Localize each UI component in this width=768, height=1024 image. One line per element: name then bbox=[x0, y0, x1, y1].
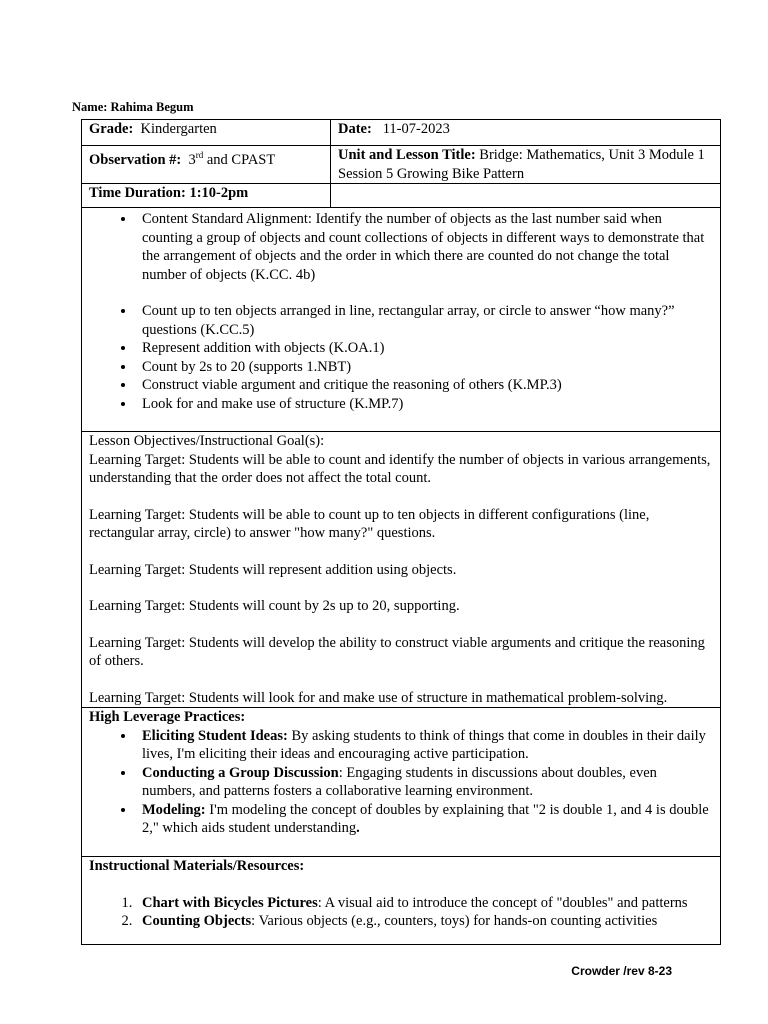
material-text: : Various objects (e.g., counters, toys) for hands-on counting activities bbox=[251, 913, 658, 929]
standards-list bbox=[89, 210, 713, 413]
learning-target: Learning Target: Students will develop the ability to construct viable arguments and critique the reasoning of others. bbox=[89, 634, 705, 669]
standard-item: • Count up to ten objects arranged in line, rectangular array, or circle to answer “how many?” questions (K.CC.5) bbox=[136, 302, 713, 339]
standards-cell bbox=[82, 208, 721, 432]
materials-row bbox=[82, 857, 721, 945]
time-row bbox=[82, 184, 721, 208]
paragraph-gap bbox=[89, 488, 713, 506]
material-term: Counting Objects bbox=[142, 913, 252, 929]
paragraph-gap bbox=[89, 876, 713, 894]
standards-row bbox=[82, 208, 721, 432]
learning-target: Learning Target: Students will count by 2s up to 20, supporting. bbox=[89, 598, 460, 614]
standard-item: • Content Standard Alignment: Identify the number of objects as the last number said when counting a group of objects and count collections of objects in different ways to demonstrate that the arrangement of objects and the order in which there are counted do not change the total number of objects (K.CC. 4b) bbox=[136, 210, 713, 284]
unit-label: Unit and Lesson Title: bbox=[338, 147, 476, 163]
observation-label: Observation #: bbox=[89, 151, 182, 168]
grade-date-row bbox=[82, 120, 721, 146]
practices-row bbox=[82, 708, 721, 857]
practices-heading: High Leverage Practices: bbox=[89, 709, 246, 725]
material-item bbox=[136, 912, 713, 931]
practice-text-end: . bbox=[356, 820, 360, 836]
materials-list bbox=[89, 894, 713, 931]
material-item bbox=[136, 894, 713, 913]
time-value: 1:10-2pm bbox=[189, 185, 249, 201]
observation-cell bbox=[82, 146, 331, 184]
date-cell bbox=[331, 120, 721, 146]
practice-item bbox=[136, 727, 713, 764]
paragraph-gap bbox=[89, 579, 713, 597]
time-empty-cell bbox=[331, 184, 721, 208]
practice-item bbox=[136, 801, 713, 838]
unit-cell bbox=[331, 146, 721, 184]
practice-term: Conducting a Group Discussion bbox=[142, 764, 339, 781]
material-text: : A visual aid to introduce the concept of "doubles" and patterns bbox=[317, 894, 688, 911]
paragraph-gap bbox=[89, 543, 713, 561]
grade-label: Grade: bbox=[89, 121, 134, 137]
observation-unit-row bbox=[82, 146, 721, 184]
lesson-plan-table bbox=[81, 119, 721, 945]
grade-value: Kindergarten bbox=[140, 121, 217, 137]
material-term: Chart with Bicycles Pictures bbox=[142, 894, 318, 911]
standard-item: • Look for and make use of structure (K.MP.7) bbox=[136, 395, 713, 414]
practice-text: By asking students to think of things that come in doubles in their daily lives, I'm eliciting their ideas and encouraging active participation. bbox=[142, 727, 706, 762]
learning-target: Learning Target: Students will look for and make use of structure in mathematical problem-solving. bbox=[89, 689, 668, 706]
grade-cell bbox=[82, 120, 331, 146]
date-value: 11-07-2023 bbox=[382, 121, 450, 137]
standard-item: • Count by 2s to 20 (supports 1.NBT) bbox=[136, 358, 713, 377]
learning-target: Learning Target: Students will be able to count and identify the number of objects in various arrangements, understanding that the order does not affect the total count. bbox=[89, 451, 711, 486]
objectives-cell bbox=[82, 432, 721, 708]
date-label: Date: bbox=[338, 121, 372, 137]
list-spacer bbox=[136, 284, 713, 302]
materials-heading: Instructional Materials/Resources: bbox=[89, 858, 305, 874]
learning-target: Learning Target: Students will represent addition using objects. bbox=[89, 561, 457, 578]
observation-ordinal: rd bbox=[195, 150, 204, 160]
standard-item: • Represent addition with objects (K.OA.1) bbox=[136, 339, 713, 358]
practice-term: Eliciting Student Ideas: bbox=[142, 727, 288, 744]
unit-value: Bridge: Mathematics, Unit 3 Module 1 Session 5 Growing Bike Pattern bbox=[338, 147, 705, 182]
standard-item: • Construct viable argument and critique the reasoning of others (K.MP.3) bbox=[136, 376, 713, 395]
time-cell bbox=[82, 184, 331, 208]
paragraph-gap bbox=[89, 671, 713, 689]
footer-revision: Crowder /rev 8-23 bbox=[571, 964, 672, 978]
observation-rest: and CPAST bbox=[203, 151, 276, 168]
objectives-heading: Lesson Objectives/Instructional Goal(s): bbox=[89, 433, 325, 449]
paragraph-gap bbox=[89, 616, 713, 634]
practices-list bbox=[89, 727, 713, 838]
practice-text: I'm modeling the concept of doubles by explaining that "2 is double 1, and 4 is double 2," which aids student understanding bbox=[142, 801, 709, 836]
name-value: Rahima Begum bbox=[110, 100, 194, 114]
practice-term: Modeling: bbox=[142, 801, 206, 818]
practice-item bbox=[136, 764, 713, 801]
time-label: Time Duration: bbox=[89, 185, 186, 201]
practice-text: : Engaging students in discussions about doubles, even numbers, and patterns fosters a collaborative learning environment. bbox=[142, 764, 657, 799]
practices-cell bbox=[82, 708, 721, 857]
materials-cell bbox=[82, 857, 721, 945]
objectives-row bbox=[82, 432, 721, 708]
observation-number: 3 bbox=[188, 151, 196, 168]
name-label: Name: bbox=[72, 100, 108, 114]
student-name-line bbox=[72, 98, 194, 117]
learning-target: Learning Target: Students will be able to count up to ten objects in different configurations (line, rectangular array, circle) to answer "how many?" questions. bbox=[89, 506, 650, 541]
